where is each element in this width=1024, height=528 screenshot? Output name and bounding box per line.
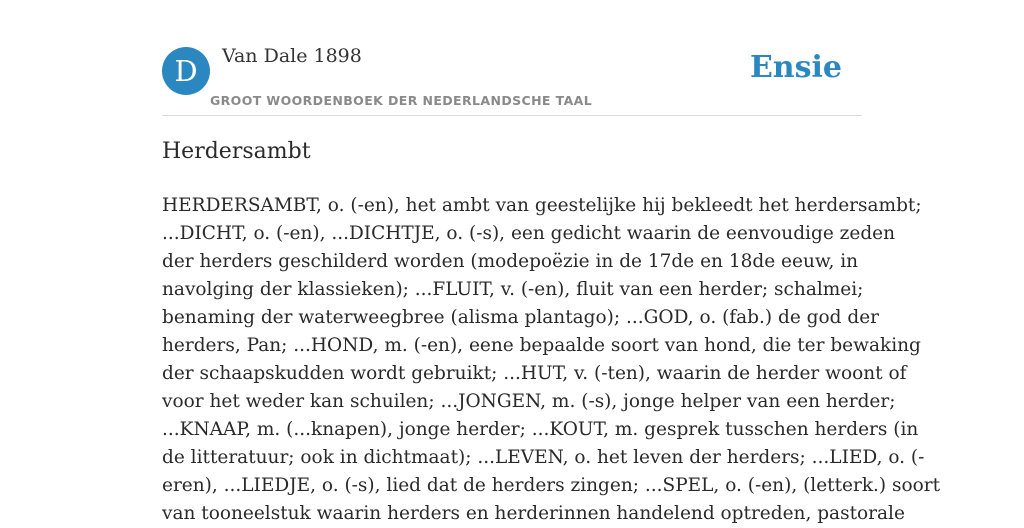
- definition-line: de litteratuur; ook in dichtmaat); ...LEVEN, o. het leven der herders; ...LIED, o. (-: [162, 447, 925, 468]
- ensie-logo-link[interactable]: Ensie: [749, 50, 842, 85]
- definition-line: ...DICHT, o. (-en), ...DICHTJE, o. (-s), een gedicht waarin de eenvoudige zeden: [162, 223, 896, 244]
- definition-line: voor het weder kan schuilen; ...JONGEN, m. (-s), jonge helper van een herder;: [162, 391, 896, 412]
- definition-line: ...KNAAP, m. (...knapen), jonge herder; ...KOUT, m. gesprek tusschen herders (in: [162, 419, 919, 440]
- dictionary-subtitle: GROOT WOORDENBOEK DER NEDERLANDSCHE TAAL: [210, 93, 593, 108]
- definition-line: HERDERSAMBT, o. (-en), het ambt van geestelijke hij bekleedt het herdersambt;: [162, 195, 922, 216]
- entry-headword: Herdersambt: [162, 139, 311, 164]
- definition-line: der schaapskudden wordt gebruikt; ...HUT, v. (-ten), waarin de herder woont of: [162, 363, 907, 384]
- definition-line: eren), ...LIEDJE, o. (-s), lied dat de herders zingen; ...SPEL, o. (-en), (letterk.) soort: [162, 475, 941, 496]
- definition-line: navolging der klassieken); ...FLUIT, v. (-en), fluit van een herder; schalmei;: [162, 279, 864, 300]
- entry-definition: [162, 192, 941, 528]
- definition-line: van tooneelstuk waarin herders en herderinnen handelend optreden, pastorale: [162, 503, 905, 524]
- definition-line: herders, Pan; ...HOND, m. (-en), eene bepaalde soort van hond, die ter bewaking: [162, 335, 921, 356]
- definition-line: der herders geschilderd worden (modepoëzie in de 17de en 18de eeuw, in: [162, 251, 859, 272]
- dictionary-logo-icon[interactable]: D: [162, 47, 210, 95]
- dictionary-header: [162, 0, 862, 116]
- dictionary-title[interactable]: Van Dale 1898: [222, 45, 362, 67]
- definition-line: benaming der waterweegbree (alisma plantago); ...GOD, o. (fab.) de god der: [162, 307, 880, 328]
